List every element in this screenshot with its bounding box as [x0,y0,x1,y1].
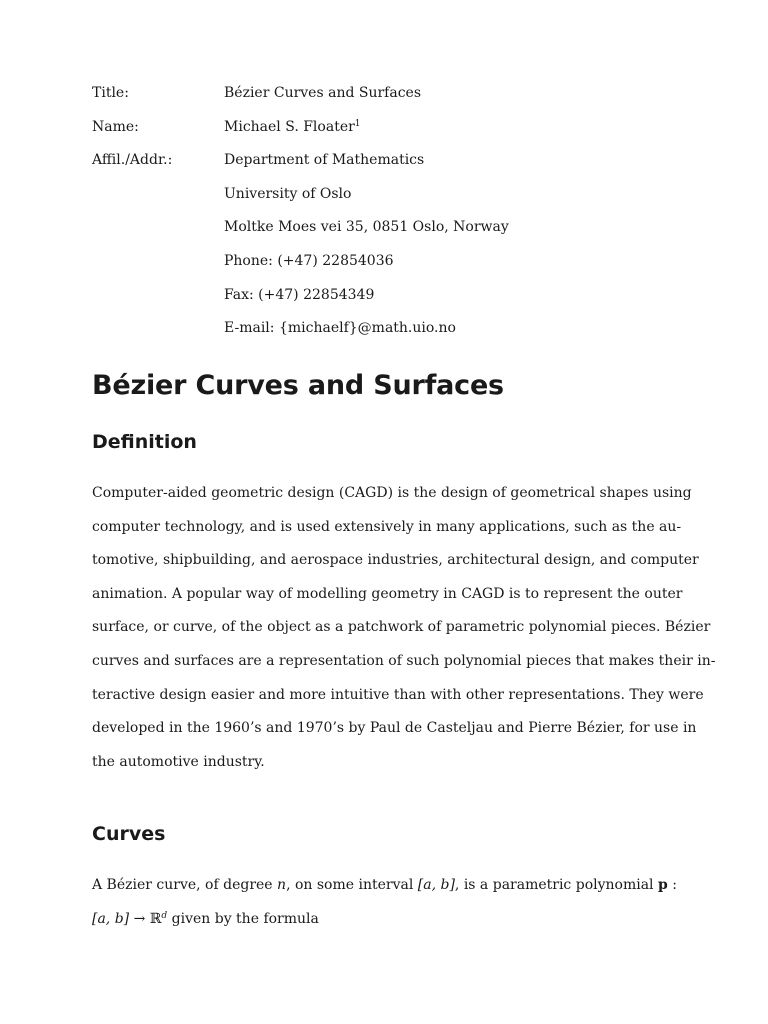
footnote-marker: 1 [354,118,361,129]
math-d: d [161,910,168,921]
article-title: Bézier Curves and Surfaces [92,370,504,401]
paragraph-line: animation. A popular way of modelling geometry in CAGD is to represent the outer [92,585,683,602]
meta-row-affil [92,218,660,252]
paragraph-line: teractive design easier and more intuitive than with other representations. They were [92,686,704,703]
math-arrow: → [129,910,150,927]
math-interval: [a, b] [417,877,455,893]
paragraph-line: curves and surfaces are a representation of such polynomial pieces that makes their in- [92,652,716,669]
math-reals: ℝ [149,910,162,927]
paragraph-line [92,869,677,903]
paragraph-line: Computer-aided geometric design (CAGD) is the design of geometrical shapes using [92,485,692,501]
paragraph-line: the automotive industry. [92,753,265,770]
affil-line: Moltke Moes vei 35, 0851 Oslo, Norway [224,219,509,236]
text-run: given by the formula [167,910,319,927]
meta-affil-label: Affil./Addr.: [92,152,173,169]
paragraph-line: tomotive, shipbuilding, and aerospace industries, architectural design, and computer [92,552,699,569]
fax-line: Fax: (+47) 22854349 [224,286,375,303]
email-line: E-mail: {michaelf}@math.uio.no [224,320,456,337]
meta-row-phone [92,252,660,286]
affil-line: Department of Mathematics [224,152,425,169]
meta-row-email [92,319,660,353]
paragraph-curves [92,869,677,936]
text-run: A Bézier curve, of degree [92,877,278,893]
meta-row-affil [92,185,660,219]
text-run: , on some interval [286,877,418,893]
text-run: : [667,877,677,893]
section-heading-definition: Definition [92,431,197,453]
meta-name-value [224,118,361,136]
meta-title-value: Bézier Curves and Surfaces [224,85,422,101]
section-heading-curves: Curves [92,823,166,845]
math-interval: [a, b] [92,910,130,927]
meta-row-title [92,84,660,118]
math-n: n [277,877,287,893]
meta-row-name [92,118,660,152]
meta-row-fax [92,286,660,320]
math-p: p [657,877,668,893]
paragraph-definition [92,477,716,779]
paragraph-line: computer technology, and is used extensively in many applications, such as the au- [92,518,682,535]
affil-line: University of Oslo [224,185,352,202]
meta-name-label: Name: [92,118,139,135]
phone-line: Phone: (+47) 22854036 [224,252,394,269]
author-name: Michael S. Floater [224,118,355,135]
paragraph-line [92,903,660,937]
paragraph-line: surface, or curve, of the object as a patchwork of parametric polynomial pieces. Bézier [92,619,711,636]
paragraph-line: developed in the 1960’s and 1970’s by Paul de Casteljau and Pierre Bézier, for use in [92,720,697,737]
meta-row-affil [92,151,660,185]
meta-title-label: Title: [92,85,129,101]
text-run: , is a parametric polynomial [454,877,658,893]
metadata-block [92,84,660,353]
